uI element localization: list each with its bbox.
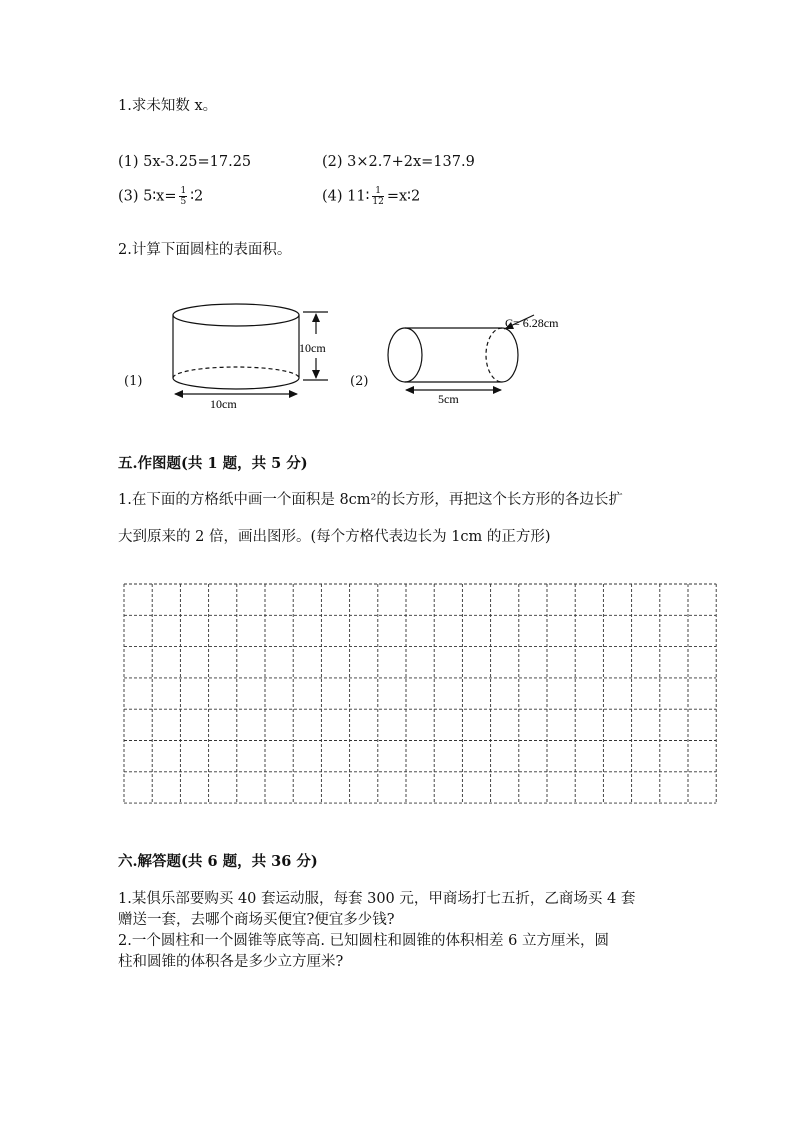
question-5-1-line-1: 1.在下面的方格纸中画一个面积是 8cm²的长方形，再把这个长方形的各边长扩 (118, 492, 623, 508)
question-6-2-line-2: 柱和圆锥的体积各是多少立方厘米? (118, 954, 344, 970)
question-6-1-line-1: 1.某俱乐部要购买 40 套运动服，每套 300 元，甲商场打七五折，乙商场买 4 套 (118, 891, 636, 907)
figure-1-label: (1) (124, 374, 143, 389)
equation-1-label: (1) (118, 154, 139, 170)
question-6-1-line-2: 赠送一套，去哪个商场买便宜?便宜多少钱? (118, 912, 395, 928)
question-4-1-title: 1.求未知数 x。 (118, 98, 218, 114)
circumference-label: C= 6.28cm (505, 316, 559, 330)
question-5-1-line-2: 大到原来的 2 倍，画出图形。(每个方格代表边长为 1cm 的正方形) (118, 529, 551, 545)
equation-3-prefix: 5∶x= (143, 188, 177, 205)
fraction-numerator: 1 (180, 186, 187, 196)
length-label: 5cm (438, 392, 459, 406)
equation-2-label: (2) (322, 154, 343, 170)
fraction-denominator: 5 (180, 197, 187, 207)
diameter-label: 10cm (210, 397, 237, 411)
fraction-denominator: 12 (372, 197, 384, 207)
equation-4-prefix: 11∶ (347, 188, 370, 205)
section-5-heading: 五.作图题(共 1 题，共 5 分) (118, 455, 308, 472)
equation-1-expr: 5x-3.25=17.25 (143, 154, 252, 170)
question-4-2-title: 2.计算下面圆柱的表面积。 (118, 242, 292, 258)
section-6-heading: 六.解答题(共 6 题，共 36 分) (118, 853, 318, 870)
question-6-2-line-1: 2.一个圆柱和一个圆锥等底等高. 已知圆柱和圆锥的体积相差 6 立方厘米，圆 (118, 933, 609, 949)
equation-3-suffix: ∶2 (190, 188, 204, 205)
figure-2-label: (2) (350, 374, 369, 389)
equation-4-suffix: =x∶2 (386, 188, 421, 205)
equation-3-label: (3) (118, 188, 139, 205)
fraction-numerator: 1 (372, 186, 383, 197)
equation-4-label: (4) (322, 188, 343, 205)
equation-2-expr: 3×2.7+2x=137.9 (347, 154, 475, 170)
height-label: 10cm (299, 341, 326, 355)
